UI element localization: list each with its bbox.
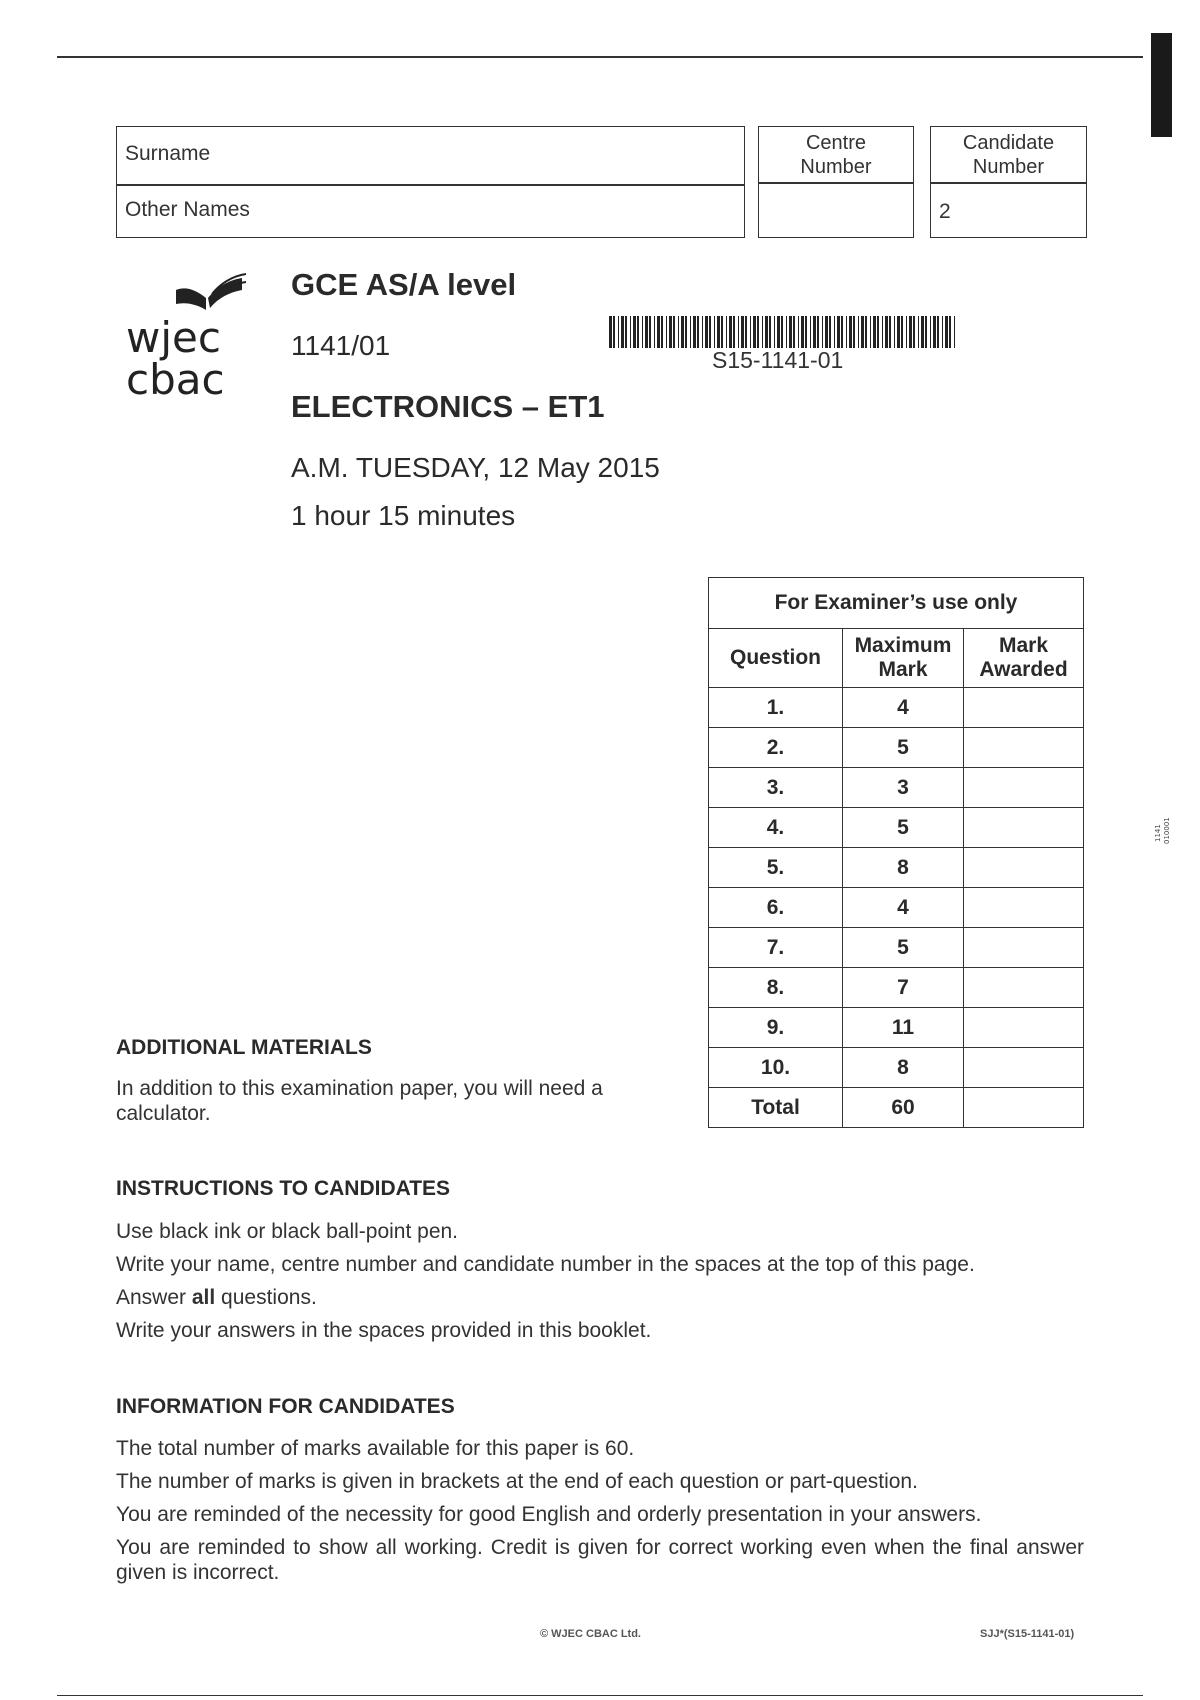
col-mark-awarded: Mark Awarded (964, 629, 1084, 688)
barcode-bar (937, 316, 939, 348)
examiner-table-row (709, 808, 1084, 848)
barcode-bar (949, 316, 951, 348)
information-line: The number of marks is given in brackets at the end of each question or part-question. (116, 1470, 918, 1493)
barcode-bar (681, 316, 684, 348)
barcode-bar (945, 316, 948, 348)
instruction-line: Write your name, centre number and candidate number in the spaces at the top of this page. (116, 1253, 975, 1276)
barcode-bar (885, 316, 888, 348)
mark-awarded-cell[interactable] (964, 728, 1084, 768)
question-number: 3. (709, 768, 843, 808)
barcode-bar (621, 316, 624, 348)
question-number: 10. (709, 1048, 843, 1088)
barcode-bar (630, 316, 631, 348)
barcode-bar (717, 316, 720, 348)
mark-awarded-cell[interactable] (964, 768, 1084, 808)
barcode-bar (777, 316, 780, 348)
instructions-heading: INSTRUCTIONS TO CANDIDATES (116, 1177, 451, 1200)
barcode-bar (693, 316, 696, 348)
maximum-mark: 8 (843, 1048, 964, 1088)
barcode-bar (894, 316, 895, 348)
barcode-bar (861, 316, 864, 348)
examiner-table-row (709, 928, 1084, 968)
information-heading: INFORMATION FOR CANDIDATES (116, 1395, 455, 1418)
candidate-number-field[interactable] (930, 182, 1087, 238)
page-marker-tab (1151, 33, 1172, 137)
mark-awarded-cell[interactable] (964, 1008, 1084, 1048)
barcode-bar (810, 316, 811, 348)
barcode-bar (930, 316, 931, 348)
candidate-number-label: Candidate Number (962, 132, 1055, 178)
question-number: 2. (709, 728, 843, 768)
examiner-table-row (709, 888, 1084, 928)
information-line: You are reminded to show all working. Credit is given for correct working even when the final answer given is incorrect. (116, 1536, 1084, 1584)
barcode-bar (801, 316, 804, 348)
barcode-bar (822, 316, 823, 348)
barcode-bar (685, 316, 687, 348)
barcode-bar (921, 316, 924, 348)
barcode-bar (673, 316, 675, 348)
barcode-bar (645, 316, 648, 348)
total-awarded-cell[interactable] (964, 1088, 1084, 1128)
barcode-bar (613, 316, 615, 348)
mark-awarded-cell[interactable] (964, 808, 1084, 848)
barcode-bar (841, 316, 843, 348)
barcode-bar (870, 316, 871, 348)
barcode-bar (837, 316, 840, 348)
barcode-bar (877, 316, 879, 348)
question-number: 7. (709, 928, 843, 968)
examiner-table-row (709, 1048, 1084, 1088)
wjec-cbac-logo (124, 268, 254, 398)
barcode-bar (933, 316, 936, 348)
examiner-table-row (709, 768, 1084, 808)
barcode-bar (798, 316, 799, 348)
barcode-bar (762, 316, 763, 348)
maximum-mark: 5 (843, 728, 964, 768)
barcode-bar (637, 316, 639, 348)
barcode-bar (853, 316, 855, 348)
examiner-table-row (709, 728, 1084, 768)
candidate-number-value: 2 (939, 200, 951, 223)
examiner-table-total-row (709, 1088, 1084, 1128)
other-names-label: Other Names (125, 198, 250, 221)
barcode-bar (925, 316, 927, 348)
footer-reference: SJJ*(S15-1141-01) (980, 1628, 1075, 1640)
footer-copyright: © WJEC CBAC Ltd. (540, 1628, 641, 1640)
barcode-bar (661, 316, 663, 348)
barcode (609, 316, 955, 348)
barcode-bar (913, 316, 915, 348)
barcode-bar (714, 316, 715, 348)
total-label: Total (709, 1088, 843, 1128)
barcode-bar (669, 316, 672, 348)
total-maximum: 60 (843, 1088, 964, 1128)
barcode-bar (609, 316, 612, 348)
additional-materials-text: In addition to this examination paper, you will need a calculator. (116, 1077, 603, 1125)
svg-text:cbac: cbac (126, 355, 225, 398)
svg-text:1141: 1141 (1154, 824, 1162, 842)
barcode-bar (702, 316, 703, 348)
barcode-bar (865, 316, 867, 348)
surname-label: Surname (125, 142, 211, 165)
maximum-mark: 7 (843, 968, 964, 1008)
barcode-bar (918, 316, 919, 348)
barcode-bar (906, 316, 907, 348)
col-maximum-mark: Maximum Mark (843, 629, 964, 688)
exam-date: A.M. TUESDAY, 12 May 2015 (291, 452, 660, 483)
barcode-bar (805, 316, 807, 348)
barcode-bar (813, 316, 816, 348)
svg-text:010001: 010001 (1163, 817, 1171, 844)
barcode-bar (721, 316, 723, 348)
barcode-bar (882, 316, 883, 348)
exam-subject: ELECTRONICS – ET1 (291, 389, 605, 424)
side-code (1150, 800, 1174, 844)
instruction-line: Answer all questions. (116, 1286, 317, 1309)
barcode-bar (889, 316, 891, 348)
examiner-table-row (709, 1008, 1084, 1048)
mark-awarded-cell[interactable] (964, 888, 1084, 928)
barcode-bar (649, 316, 651, 348)
barcode-bar (666, 316, 667, 348)
barcode-bar (793, 316, 795, 348)
barcode-bar (753, 316, 756, 348)
bottom-rule (57, 1695, 1143, 1696)
barcode-bar (825, 316, 828, 348)
barcode-bar (697, 316, 699, 348)
barcode-bar (726, 316, 727, 348)
barcode-bar (625, 316, 627, 348)
mark-awarded-cell[interactable] (964, 968, 1084, 1008)
barcode-bar (657, 316, 660, 348)
maximum-mark: 8 (843, 848, 964, 888)
mark-awarded-cell[interactable] (964, 688, 1084, 728)
barcode-bar (781, 316, 783, 348)
svg-text:wjec: wjec (126, 313, 221, 362)
barcode-bar (789, 316, 792, 348)
barcode-bar (846, 316, 847, 348)
barcode-bar (942, 316, 943, 348)
barcode-bar (750, 316, 751, 348)
barcode-bar (705, 316, 708, 348)
question-number: 6. (709, 888, 843, 928)
barcode-bar (897, 316, 900, 348)
information-line: The total number of marks available for this paper is 60. (116, 1437, 635, 1460)
barcode-bar (901, 316, 903, 348)
barcode-bar (817, 316, 819, 348)
mark-awarded-cell[interactable] (964, 1048, 1084, 1088)
mark-awarded-cell[interactable] (964, 848, 1084, 888)
barcode-bar (834, 316, 835, 348)
barcode-bar (849, 316, 852, 348)
centre-number-field[interactable] (758, 182, 914, 238)
maximum-mark: 3 (843, 768, 964, 808)
barcode-bar (642, 316, 643, 348)
col-question: Question (709, 629, 843, 688)
examiner-table-row (709, 848, 1084, 888)
examiner-table (708, 577, 1084, 1128)
examiner-table-row (709, 688, 1084, 728)
barcode-bar (765, 316, 768, 348)
question-number: 9. (709, 1008, 843, 1048)
exam-duration: 1 hour 15 minutes (291, 500, 516, 531)
additional-materials-heading: ADDITIONAL MATERIALS (116, 1036, 372, 1059)
barcode-bar (757, 316, 759, 348)
question-number: 1. (709, 688, 843, 728)
barcode-bar (774, 316, 775, 348)
maximum-mark: 4 (843, 888, 964, 928)
barcode-bar (733, 316, 735, 348)
barcode-bar (873, 316, 876, 348)
barcode-bar (678, 316, 679, 348)
barcode-bar (741, 316, 744, 348)
examiner-table-row (709, 968, 1084, 1008)
maximum-mark: 5 (843, 808, 964, 848)
barcode-bar (829, 316, 831, 348)
exam-code: 1141/01 (291, 330, 391, 361)
barcode-bar (954, 316, 955, 348)
barcode-text: S15-1141-01 (712, 347, 844, 373)
instruction-line: Write your answers in the spaces provided in this booklet. (116, 1319, 652, 1342)
barcode-bar (769, 316, 771, 348)
maximum-mark: 4 (843, 688, 964, 728)
barcode-bar (738, 316, 739, 348)
barcode-bar (633, 316, 636, 348)
maximum-mark: 5 (843, 928, 964, 968)
centre-number-label: Centre Number (800, 132, 872, 178)
barcode-bar (909, 316, 912, 348)
barcode-bar (858, 316, 859, 348)
barcode-bar (745, 316, 747, 348)
exam-level: GCE AS/A level (291, 267, 517, 302)
barcode-bar (690, 316, 691, 348)
top-rule (57, 56, 1143, 58)
question-number: 8. (709, 968, 843, 1008)
mark-awarded-cell[interactable] (964, 928, 1084, 968)
surname-field[interactable] (116, 126, 745, 186)
instruction-line: Use black ink or black ball-point pen. (116, 1220, 459, 1243)
information-line: You are reminded of the necessity for good English and orderly presentation in your answers. (116, 1503, 982, 1526)
barcode-bar (709, 316, 711, 348)
examiner-table-title: For Examiner’s use only (709, 578, 1084, 629)
barcode-bar (618, 316, 619, 348)
barcode-bar (786, 316, 787, 348)
question-number: 5. (709, 848, 843, 888)
question-number: 4. (709, 808, 843, 848)
maximum-mark: 11 (843, 1008, 964, 1048)
barcode-bar (654, 316, 655, 348)
barcode-bar (729, 316, 732, 348)
